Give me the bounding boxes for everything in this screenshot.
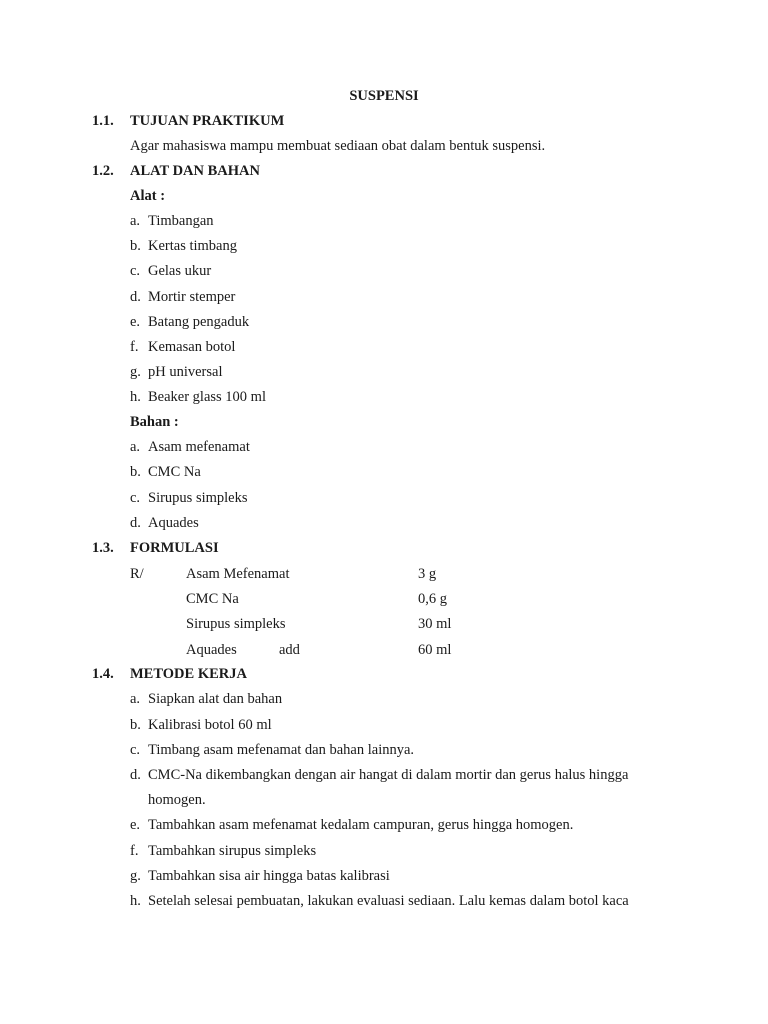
list-marker: d.	[130, 515, 141, 531]
list-item: CMC-Na dikembangkan dengan air hangat di dalam mortir dan gerus halus hingga	[148, 767, 629, 783]
list-marker: a.	[130, 213, 141, 229]
list-item: Timbangan	[148, 213, 214, 229]
list-item: Kertas timbang	[148, 238, 237, 254]
subheading-bahan: Bahan :	[130, 414, 179, 430]
list-marker: d.	[130, 767, 141, 783]
list-marker: c.	[130, 742, 141, 758]
list-marker: f.	[130, 843, 139, 859]
list-item: Tambahkan sisa air hingga batas kalibrasi	[148, 868, 390, 884]
list-item: Gelas ukur	[148, 263, 212, 279]
section-number: 1.2.	[92, 163, 114, 179]
formula-ingredient: Asam Mefenamat	[186, 566, 290, 582]
recipe-symbol: R/	[130, 566, 144, 582]
list-item-continuation: homogen.	[148, 792, 206, 808]
list-marker: d.	[130, 289, 141, 305]
list-item: Beaker glass 100 ml	[148, 389, 266, 405]
paragraph: Agar mahasiswa mampu membuat sediaan obat dalam bentuk suspensi.	[130, 138, 546, 154]
list-marker: e.	[130, 314, 141, 330]
list-marker: b.	[130, 464, 141, 480]
formula-ingredient: CMC Na	[186, 591, 239, 607]
document-title: SUSPENSI	[349, 88, 419, 104]
list-marker: h.	[130, 389, 141, 405]
list-marker: a.	[130, 439, 141, 455]
list-marker: g.	[130, 364, 141, 380]
list-item: Kalibrasi botol 60 ml	[148, 717, 272, 733]
list-item: pH universal	[148, 364, 223, 380]
list-marker: e.	[130, 817, 141, 833]
formula-amount: 30 ml	[418, 616, 452, 632]
section-number: 1.3.	[92, 540, 114, 556]
formula-amount: 0,6 g	[418, 591, 447, 607]
list-marker: g.	[130, 868, 141, 884]
list-item: Siapkan alat dan bahan	[148, 691, 283, 707]
list-item: Asam mefenamat	[148, 439, 250, 455]
list-marker: h.	[130, 893, 141, 909]
subheading-alat: Alat :	[130, 188, 166, 204]
section-heading: TUJUAN PRAKTIKUM	[130, 113, 285, 129]
list-marker: b.	[130, 238, 141, 254]
list-marker: b.	[130, 717, 141, 733]
list-marker: f.	[130, 339, 139, 355]
list-marker: c.	[130, 490, 141, 506]
list-marker: a.	[130, 691, 141, 707]
list-item: Aquades	[148, 515, 199, 531]
section-number: 1.4.	[92, 666, 114, 682]
formula-amount: 60 ml	[418, 642, 452, 658]
formula-ingredient: Aquades	[186, 642, 237, 658]
list-item: CMC Na	[148, 464, 201, 480]
section-number: 1.1.	[92, 113, 114, 129]
section-heading: METODE KERJA	[130, 666, 247, 682]
formula-amount: 3 g	[418, 566, 437, 582]
section-heading: FORMULASI	[130, 540, 219, 556]
list-item: Sirupus simpleks	[148, 490, 248, 506]
list-marker: c.	[130, 263, 141, 279]
list-item: Mortir stemper	[148, 289, 236, 305]
list-item: Timbang asam mefenamat dan bahan lainnya.	[148, 742, 415, 758]
section-heading: ALAT DAN BAHAN	[130, 163, 260, 179]
formula-add: add	[279, 642, 300, 658]
list-item: Tambahkan asam mefenamat kedalam campuran, gerus hingga homogen.	[148, 817, 574, 833]
list-item: Tambahkan sirupus simpleks	[148, 843, 317, 859]
list-item: Setelah selesai pembuatan, lakukan evaluasi sediaan. Lalu kemas dalam botol kaca	[148, 893, 629, 909]
list-item: Batang pengaduk	[148, 314, 250, 330]
formula-ingredient: Sirupus simpleks	[186, 616, 286, 632]
list-item: Kemasan botol	[148, 339, 236, 355]
